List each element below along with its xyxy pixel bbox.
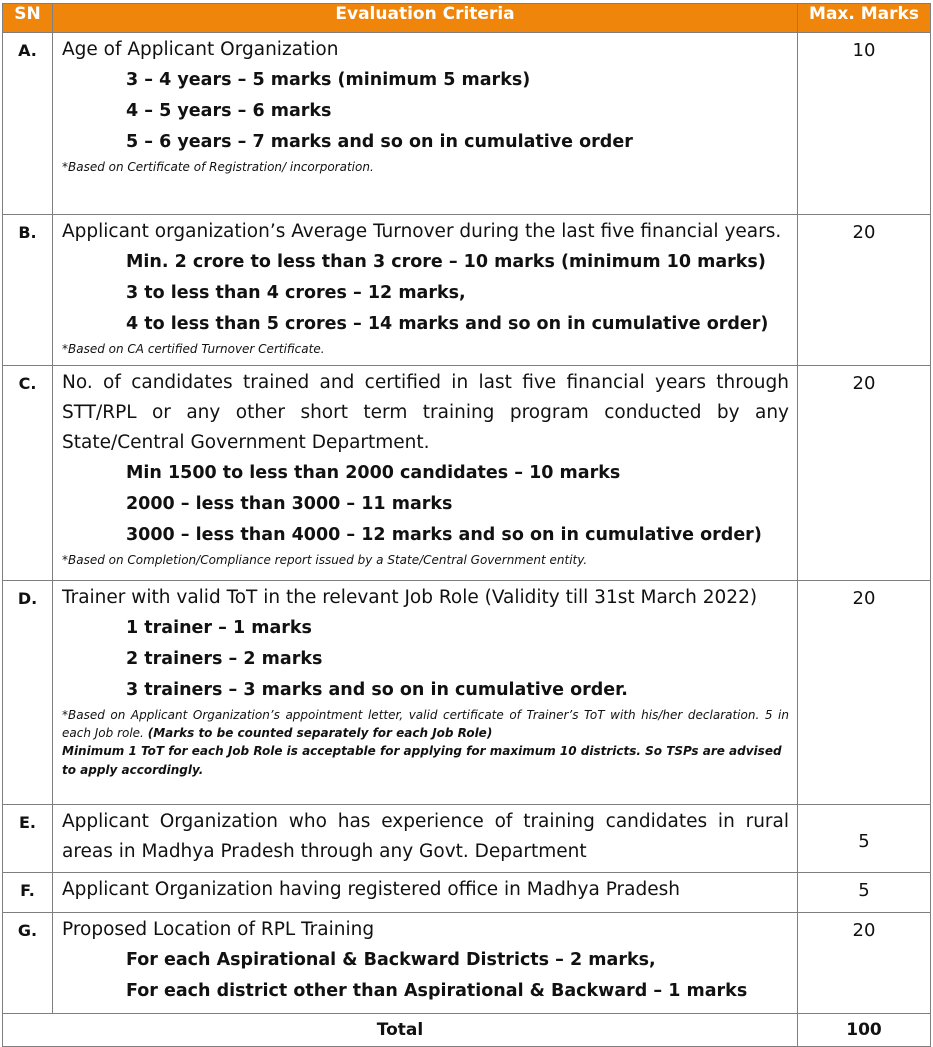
criteria-title: Age of Applicant Organization xyxy=(62,39,339,60)
criteria-note: *Based on Completion/Compliance report issued by a State/Central Government entity. xyxy=(62,553,588,567)
max-marks: 20 xyxy=(798,913,931,1014)
row-sn: G. xyxy=(3,913,53,1014)
criteria-item: 4 to less than 5 crores – 14 marks and so on in cumulative order) xyxy=(126,314,769,334)
row-sn: F. xyxy=(3,873,53,913)
header-criteria: Evaluation Criteria xyxy=(53,4,798,33)
criteria-title: Applicant organization’s Average Turnover during the last five financial years. xyxy=(62,221,782,242)
table-row xyxy=(3,215,931,366)
criteria-item: 3 – 4 years – 5 marks (minimum 5 marks) xyxy=(126,70,531,90)
header-sn: SN xyxy=(3,4,53,33)
criteria-item: For each Aspirational & Backward Districts – 2 marks, xyxy=(126,950,656,970)
criteria-item: 2000 – less than 3000 – 11 marks xyxy=(126,494,453,514)
criteria-title: Applicant Organization who has experience of training candidates in rural areas in Madhya Pradesh through any Govt. Department xyxy=(62,811,789,862)
criteria-item: 3 trainers – 3 marks and so on in cumulative order. xyxy=(126,680,628,700)
header-max-marks: Max. Marks xyxy=(798,4,931,33)
note-emphasis: (Marks to be counted separately for each Job Role) xyxy=(147,726,493,740)
criteria-note xyxy=(62,706,789,742)
total-label: Total xyxy=(3,1014,798,1047)
criteria-cell xyxy=(53,33,798,215)
criteria-item: 4 – 5 years – 6 marks xyxy=(126,101,332,121)
table-row xyxy=(3,366,931,581)
max-marks: 10 xyxy=(798,33,931,215)
criteria-item: 3 to less than 4 crores – 12 marks, xyxy=(126,283,466,303)
criteria-note-strong: Minimum 1 ToT for each Job Role is acceptable for applying for maximum 10 districts. So TSPs are advised to apply accordingly. xyxy=(62,744,782,777)
total-marks: 100 xyxy=(798,1014,931,1047)
criteria-title: Applicant Organization having registered office in Madhya Pradesh xyxy=(62,879,680,900)
criteria-title: Proposed Location of RPL Training xyxy=(62,919,375,940)
row-sn: E. xyxy=(3,805,53,873)
criteria-cell xyxy=(53,913,798,1014)
header-row xyxy=(3,4,931,33)
row-sn: C. xyxy=(3,366,53,581)
note-text: *Based on Applicant Organization’s appointment letter, valid certificate of Trainer’s ToT with his/her declaration. 5 in each Job role. xyxy=(62,708,789,740)
criteria-item: 5 – 6 years – 7 marks and so on in cumulative order xyxy=(126,132,633,152)
criteria-title: No. of candidates trained and certified in last five financial years through STT/RPL or any other short term training program conducted by any State/Central Government Department. xyxy=(62,372,789,453)
evaluation-criteria-table xyxy=(2,3,931,1047)
table-row xyxy=(3,873,931,913)
table-row xyxy=(3,581,931,805)
row-sn: D. xyxy=(3,581,53,805)
row-sn: A. xyxy=(3,33,53,215)
criteria-cell xyxy=(53,215,798,366)
criteria-item: Min 1500 to less than 2000 candidates – 10 marks xyxy=(126,463,621,483)
criteria-note: *Based on CA certified Turnover Certificate. xyxy=(62,342,325,356)
criteria-cell xyxy=(53,873,798,913)
row-sn: B. xyxy=(3,215,53,366)
table-row xyxy=(3,33,931,215)
criteria-item: 1 trainer – 1 marks xyxy=(126,618,312,638)
max-marks: 5 xyxy=(798,805,931,873)
criteria-title: Trainer with valid ToT in the relevant Job Role (Validity till 31st March 2022) xyxy=(62,587,758,608)
criteria-item: For each district other than Aspirational & Backward – 1 marks xyxy=(126,981,748,1001)
criteria-cell xyxy=(53,366,798,581)
table-row xyxy=(3,805,931,873)
criteria-cell xyxy=(53,581,798,805)
criteria-item: 3000 – less than 4000 – 12 marks and so on in cumulative order) xyxy=(126,525,762,545)
criteria-item: Min. 2 crore to less than 3 crore – 10 marks (minimum 10 marks) xyxy=(126,252,766,272)
table-row xyxy=(3,913,931,1014)
max-marks: 20 xyxy=(798,581,931,805)
total-row xyxy=(3,1014,931,1047)
criteria-note: *Based on Certificate of Registration/ incorporation. xyxy=(62,160,374,174)
max-marks: 20 xyxy=(798,366,931,581)
criteria-item: 2 trainers – 2 marks xyxy=(126,649,323,669)
max-marks: 5 xyxy=(798,873,931,913)
max-marks: 20 xyxy=(798,215,931,366)
criteria-cell xyxy=(53,805,798,873)
